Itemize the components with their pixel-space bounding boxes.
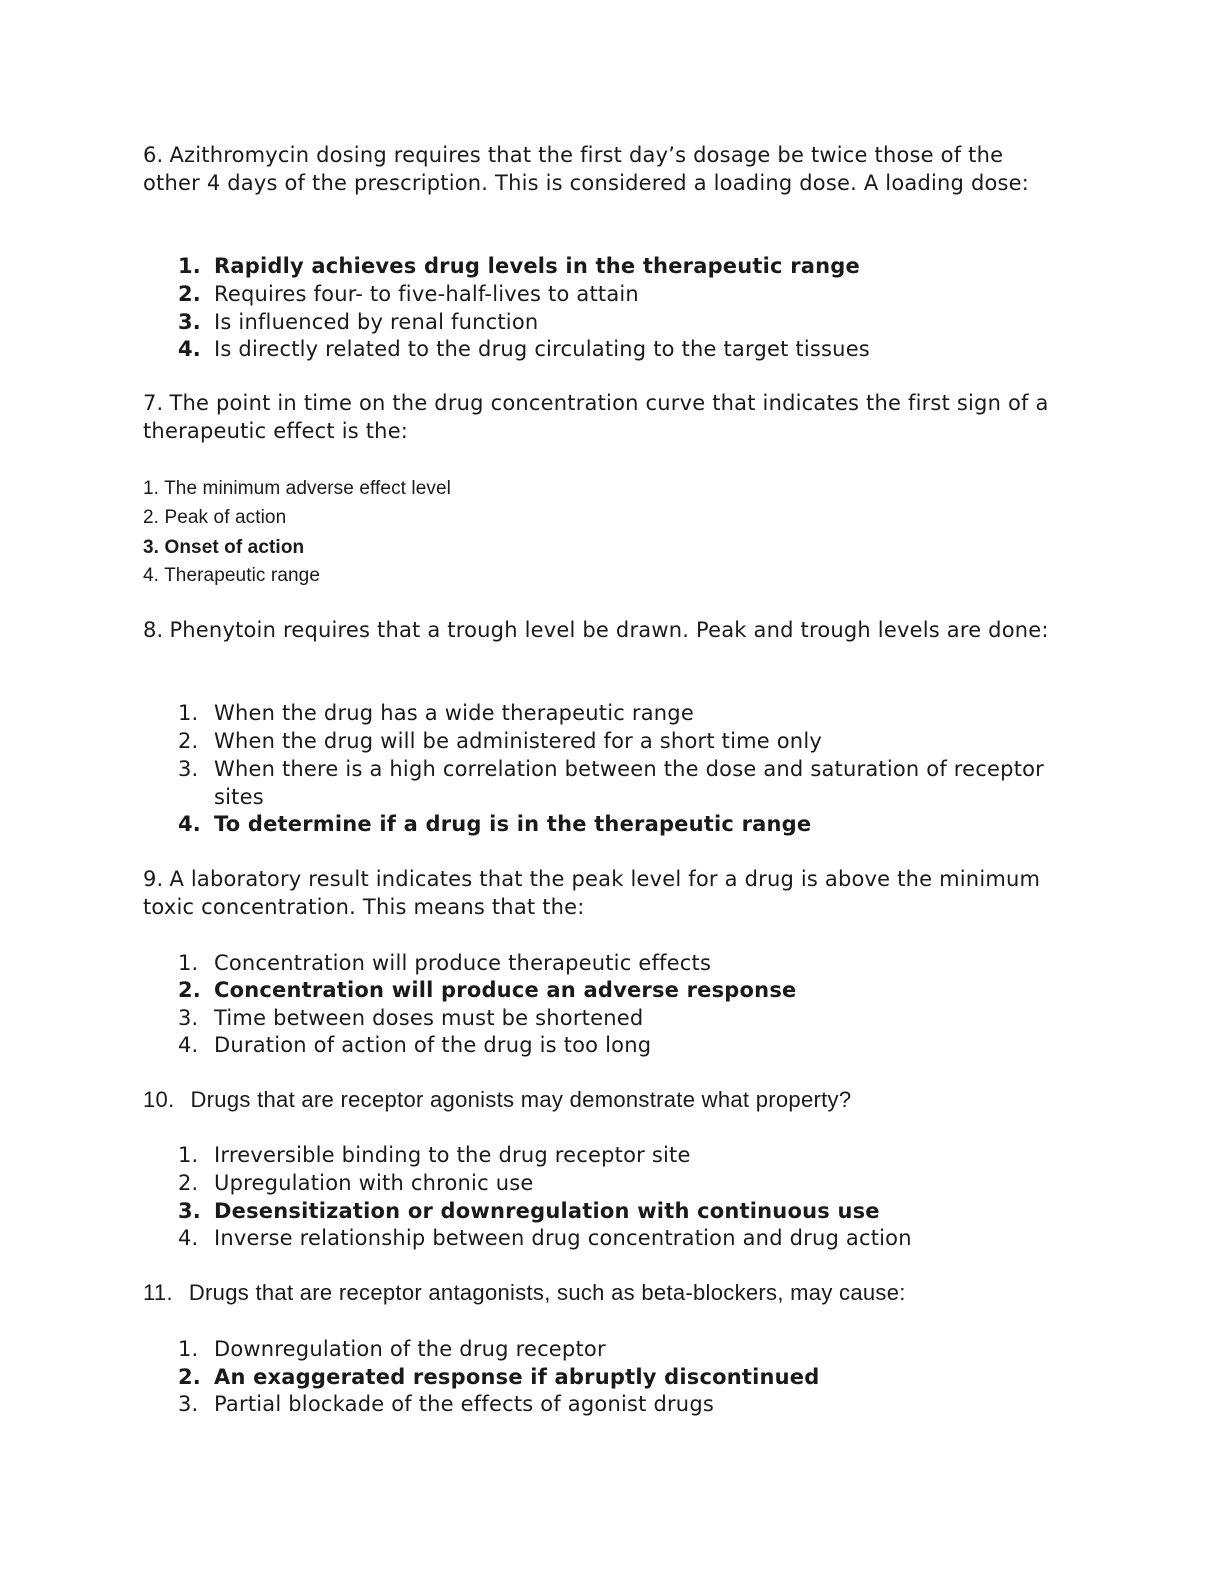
option-number: 2. bbox=[178, 978, 201, 1002]
option-number: 3. bbox=[178, 1392, 199, 1416]
option-text: Duration of action of the drug is too long bbox=[214, 1033, 652, 1057]
option-text: Requires four- to five-half-lives to attain bbox=[214, 282, 639, 306]
answer-option bbox=[178, 335, 1058, 363]
option-text: Is directly related to the drug circulating to the target tissues bbox=[214, 337, 870, 361]
option-text: Partial blockade of the effects of agonist drugs bbox=[214, 1392, 714, 1416]
option-text: Inverse relationship between drug concentration and drug action bbox=[214, 1226, 912, 1250]
answer-option bbox=[143, 564, 320, 588]
option-number: 1. bbox=[178, 1337, 199, 1361]
option-number: 4. bbox=[178, 812, 201, 836]
answer-option bbox=[143, 477, 451, 501]
question-10 bbox=[143, 1086, 1063, 1114]
question-text: Drugs that are receptor agonists may demonstrate what property? bbox=[190, 1087, 852, 1112]
answer-option bbox=[178, 810, 1058, 838]
answer-option bbox=[143, 506, 286, 530]
answer-option bbox=[178, 1004, 1058, 1032]
option-text: Therapeutic range bbox=[164, 565, 321, 586]
answer-option bbox=[178, 976, 1058, 1004]
option-number: 1. bbox=[178, 951, 199, 975]
option-text: Time between doses must be shortened bbox=[214, 1006, 644, 1030]
answer-option bbox=[178, 1031, 1058, 1059]
question-6 bbox=[143, 141, 1063, 197]
question-text: Phenytoin requires that a trough level be drawn. Peak and trough levels are done: bbox=[169, 618, 1049, 642]
option-number: 1. bbox=[178, 701, 199, 725]
option-number: 3. bbox=[178, 1199, 201, 1223]
option-number: 1. bbox=[178, 254, 201, 278]
option-number: 1. bbox=[143, 478, 160, 499]
question-7 bbox=[143, 389, 1063, 445]
option-number: 2. bbox=[178, 1171, 199, 1195]
option-text: Concentration will produce an adverse response bbox=[214, 978, 797, 1002]
answer-option bbox=[178, 280, 1058, 308]
option-number: 3. bbox=[143, 537, 160, 558]
option-number: 4. bbox=[178, 1226, 199, 1250]
question-number: 6. bbox=[143, 143, 164, 167]
option-text: When the drug has a wide therapeutic range bbox=[214, 701, 694, 725]
question-number: 8. bbox=[143, 618, 164, 642]
answer-option bbox=[178, 308, 1058, 336]
question-text: The point in time on the drug concentration curve that indicates the first sign of a therapeutic effect is the: bbox=[143, 391, 1049, 443]
option-number: 1. bbox=[178, 1143, 199, 1167]
question-9 bbox=[143, 865, 1063, 921]
answer-option bbox=[178, 1141, 1058, 1169]
option-text: Peak of action bbox=[164, 507, 287, 528]
option-text: Upregulation with chronic use bbox=[214, 1171, 534, 1195]
answer-option bbox=[178, 699, 1058, 727]
question-number: 11. bbox=[143, 1280, 173, 1305]
option-text: The minimum adverse effect level bbox=[164, 478, 452, 499]
option-number: 4. bbox=[143, 565, 160, 586]
option-number: 4. bbox=[178, 1033, 199, 1057]
answer-option bbox=[178, 1197, 1058, 1225]
answer-option bbox=[178, 1169, 1058, 1197]
answer-option bbox=[178, 755, 1058, 811]
option-text: Concentration will produce therapeutic effects bbox=[214, 951, 712, 975]
option-number: 2. bbox=[178, 282, 201, 306]
question-number: 10. bbox=[143, 1087, 175, 1112]
answer-option bbox=[178, 1335, 1058, 1363]
option-number: 2. bbox=[178, 729, 199, 753]
answer-option bbox=[178, 1363, 1058, 1391]
question-number: 9. bbox=[143, 867, 164, 891]
answer-option bbox=[178, 252, 1058, 280]
question-number: 7. bbox=[143, 391, 164, 415]
option-number: 3. bbox=[178, 757, 199, 781]
option-text: To determine if a drug is in the therapeutic range bbox=[214, 812, 812, 836]
option-text: Rapidly achieves drug levels in the therapeutic range bbox=[214, 254, 860, 278]
answer-option bbox=[178, 727, 1058, 755]
question-text: Drugs that are receptor antagonists, such as beta-blockers, may cause: bbox=[188, 1280, 906, 1305]
question-11 bbox=[143, 1279, 1063, 1307]
option-number: 3. bbox=[178, 310, 201, 334]
answer-option bbox=[178, 1390, 1058, 1418]
option-text: Is influenced by renal function bbox=[214, 310, 539, 334]
option-text: An exaggerated response if abruptly discontinued bbox=[214, 1365, 820, 1389]
option-text: Desensitization or downregulation with continuous use bbox=[214, 1199, 880, 1223]
answer-option bbox=[143, 536, 304, 560]
option-number: 4. bbox=[178, 337, 201, 361]
question-text: Azithromycin dosing requires that the first day’s dosage be twice those of the other 4 days of the prescription. This is considered a loading dose. A loading dose: bbox=[143, 143, 1030, 195]
option-text: Onset of action bbox=[164, 537, 305, 558]
answer-option bbox=[178, 949, 1058, 977]
option-number: 2. bbox=[178, 1365, 201, 1389]
option-text: When there is a high correlation between the dose and saturation of receptor sites bbox=[214, 757, 1045, 809]
option-number: 3. bbox=[178, 1006, 199, 1030]
option-text: Downregulation of the drug receptor bbox=[214, 1337, 606, 1361]
option-text: When the drug will be administered for a short time only bbox=[214, 729, 822, 753]
question-8 bbox=[143, 616, 1063, 644]
answer-option bbox=[178, 1224, 1058, 1252]
question-text: A laboratory result indicates that the peak level for a drug is above the minimum toxic concentration. This means that the: bbox=[143, 867, 1041, 919]
option-text: Irreversible binding to the drug receptor site bbox=[214, 1143, 691, 1167]
option-number: 2. bbox=[143, 507, 160, 528]
